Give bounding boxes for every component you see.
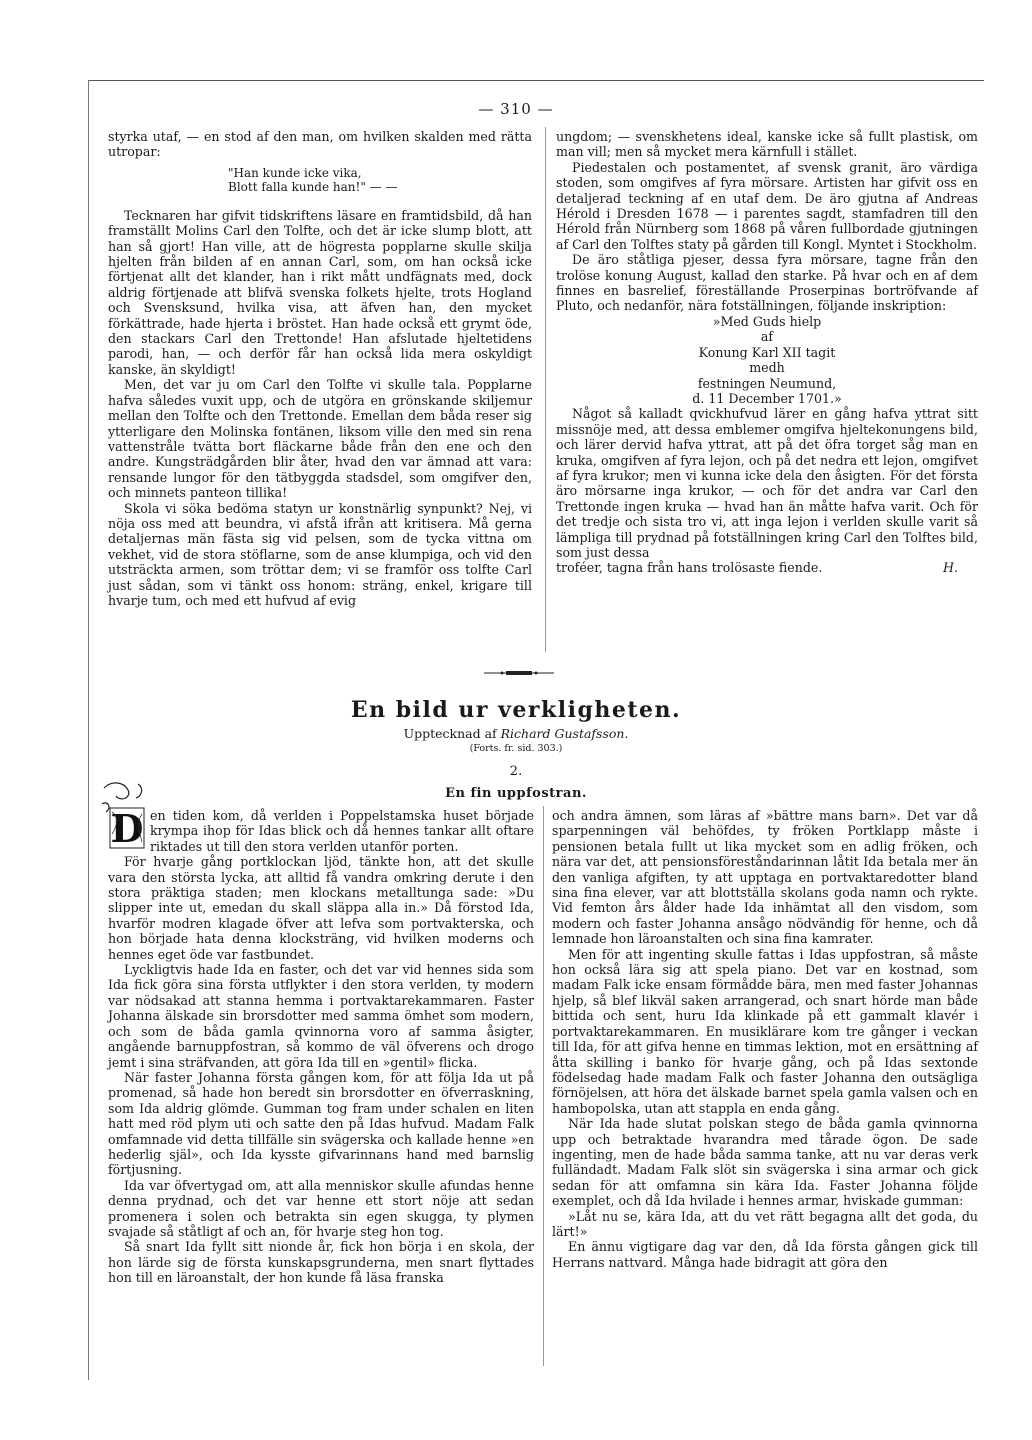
inscription: [556, 314, 978, 406]
paragraph-end: troféer, tagna från hans trolösaste fiende.: [556, 560, 823, 576]
column-divider: [545, 127, 546, 652]
paragraph: Men för att ingenting skulle fattas i Idas uppfostran, så måste hon också lära sig att spela piano. Det var en kostnad, som madam Falk icke ensam förmådde bära, men med faster Johannas hjelp, så blef likväl saken arrangerad, och snart hörde man både bittida och sent, huru Ida klinkade på ett gammalt klavér i portvaktarekammaren. En musiklärare kom tre gånger i veckan till Ida, för att gifva henne en timmas lektion, mot en ersättning af åtta skilling i banko för hvarje gång, och på Idas sextonde födelsedag hade madam Falk och faster Johanna den outsägliga förnöjelsen, att höra det älskade barnet spela gamla valsen och en hambopolska, utan att stappla en enda gång.: [552, 946, 978, 1116]
paragraph: »Låt nu se, kära Ida, att du vet rätt begagna allt det goda, du lärt!»: [552, 1208, 978, 1239]
paragraph: Så snart Ida fyllt sitt nionde år, fick hon börja i en skola, der hon lärde sig de första kunskapsgrunderna, men snart flyttades hon till en läroanstalt, der hon kunde få läsa franska: [108, 1239, 534, 1286]
paragraph: När faster Johanna första gången kom, för att följa Ida ut på promenad, så hade hon beredt sin brorsdotter en öfverraskning, som Ida aldrig glömde. Gumman tog fram under schalen en liten hatt med röd plym uti och satte den på Idas hufvud. Madam Falk omfamnade vid detta tillfälle sin svägerska och kallade henne »en hederlig själ», och Ida kysste gifvarinnans hand med barnslig förtjusning.: [108, 1069, 534, 1178]
page-number: — 310 —: [478, 100, 554, 118]
article-column-left: [108, 129, 532, 608]
story-byline: [0, 726, 1032, 741]
inscription-line: af: [760, 329, 774, 345]
paragraph: För hvarje gång portklockan ljöd, tänkte hon, att det skulle vara den största lycka, att alltid få vandra omkring derute i den stora präktiga staden; men klockans metalltunga sade: »Du slipper inte ut, emedan du skall släppa alla in.» Då förstod Ida, hvarför modren klagade öfver att lefva som portvakterska, och hon började hata denna klocksträng, vid hvilken moderns och hennes eget öde var fastbundet.: [108, 854, 534, 962]
paragraph-text: en tiden kom, då verlden i Poppelstamska huset började krympa ihop för Idas blick och då hennes tankar allt oftare riktades ut till den stora verlden utanför porten.: [150, 808, 534, 854]
quote-line: Blott falla kunde han!" — —: [228, 179, 398, 194]
paragraph: Men, det var ju om Carl den Tolfte vi skulle tala. Popplarne hafva således vuxit upp, och de utgöra en grönskande skiljemur mellan den Tolfte och den Trettonde. Emellan dem båda reser sig ytterligare den Molinska fontänen, liksom ville den med sin rena vattenstråle tvätta bort fläckarne både från den ene och den andre. Kungsträdgården blir åter, hvad den var ämnad att vara: rensande lungor för den tätbyggda stadsdel, som omgifver den, och minnets panteon tillika!: [108, 377, 532, 501]
quote-line: "Han kunde icke vika,: [228, 165, 362, 180]
inscription-line: d. 11 December 1701.»: [692, 390, 842, 406]
paragraph: De äro ståtliga pjeser, dessa fyra mörsare, tagne från den trolöse konung August, kallad den starke. På hvar och en af dem finnes en basrelief, föreställande Proserpinas bortröfvande af Pluto, och nedanför, nära fotställningen, följande inskription:: [556, 252, 978, 314]
closing-line: [556, 560, 978, 575]
paragraph: Skola vi söka bedöma statyn ur konstnärlig synpunkt? Nej, vi nöja oss med att beundra, vi afstå ifrån att kritisera. Må gerna detaljernas män fästa sig vid pelsen, som de tycka vittna om vekhet, vid de stora stöflarne, som de anse klumpiga, och vid den utsträckta armen, som tröttar dem; vi se framför oss tolfte Carl just sådan, som vi tänkt oss honom: sträng, enkel, krigare till hvarje tum, och med ett hufvud af evig: [108, 500, 532, 608]
chapter-title: En fin uppfostran.: [445, 786, 587, 801]
paragraph: Något så kalladt qvickhufvud lärer en gång hafva yttrat sitt missnöje med, att dessa emblemer omgifva hjeltekonungens bild, och lärer dervid hafva yttrat, att på det öfra torget såg man en kruka, omgifven af fyra lejon, och på det nedra ett lejon, omgifvet af fyra krukor; men vi kunna icke dela den åsigten. För det första äro mörsarne inga krukor, — och för det andra var Carl den Trettonde ingen kruka — hvad han än måtte hafva varit. Och för det tredje och sista tro vi, att inga lejon i verlden skulle varit så lämpliga till prydnad på fotställningen kring Carl den Tolftes bild, som just dessa: [556, 406, 978, 560]
byline-prefix: Upptecknad af: [403, 726, 497, 741]
author-name: Richard Gustafsson.: [500, 726, 629, 741]
chapter-number: 2.: [509, 764, 523, 779]
poem-quote: [108, 166, 532, 194]
article-column-right: [556, 129, 978, 576]
paragraph: När Ida hade slutat polskan stego de båda gamla qvinnorna upp och betraktade hvarandra med tårade ögon. De sade ingenting, men de hade båda samma tanke, att nu var deras verk fulländadt. Madam Falk slöt sin svägerska i sina armar och gick sedan för att omfamna sin kära Ida. Faster Johanna följde exemplet, och då Ida hvilade i hennes armar, hviskade gumman:: [552, 1116, 978, 1209]
column-divider: [543, 806, 544, 1366]
story-column-right: [552, 808, 978, 1270]
paragraph: Lyckligtvis hade Ida en faster, och det var vid hennes sida som Ida fick göra sina första utflykter i den stora verlden, ty modern var nödsakad att stanna hemma i portvaktarekammaren. Faster Johanna älskade sin brorsdotter med samma ömhet som modern, och som de båda gamla qvinnorna voro af samma åsigter, angående barnuppfostran, så kommo de väl öfverens och drogo jemt i sina sträfvanden, att göra Ida till en »gentil» flicka.: [108, 962, 534, 1070]
decorative-initial: [98, 808, 146, 852]
inscription-line: medh: [749, 360, 785, 376]
paragraph: [108, 808, 534, 854]
paragraph: Ida var öfvertygad om, att alla menniskor skulle afundas henne denna prydnad, och det var henne ett stort nöje att sedan promenera i solen och betrakta sin egen skugga, ty plymen svajade så ståtligt af och an, för hvarje steg hon tog.: [108, 1177, 534, 1239]
paragraph: styrka utaf, — en stod af den man, om hvilken skalden med rätta utropar:: [108, 129, 532, 160]
ornament-divider: [484, 670, 554, 676]
paragraph: och andra ämnen, som läras af »bättre mans barn». Det var då sparpenningen väl behöfdes, ty fröken Portklapp måste i pensionen betala fullt ut lika mycket som en adlig fröken, och nära var det, att pensionsföreståndarinnan låtit Ida betala mer än den vanliga afgiften, ty att upptaga en portvaktaredotter bland sina fina elever, var att blottställa skolans goda namn och rykte. Vid femton års ålder hade Ida inhämtat all den visdom, som modern och faster Johanna ansågo nödvändig för henne, och då lemnade hon läroanstalten och sina fina kamrater.: [552, 808, 978, 947]
flourish-icon: [98, 778, 150, 852]
dropcap-letter: D: [110, 806, 144, 851]
story-column-left: [108, 808, 534, 1286]
paragraph: En ännu vigtigare dag var den, då Ida första gången gick till Herrans nattvard. Många hade bidragit att göra den: [552, 1239, 978, 1270]
author-signature: H.: [943, 560, 958, 576]
paragraph: ungdom; — svenskhetens ideal, kanske icke så fullt plastisk, om man vill; men så mycket mera kärnfull i stället.: [556, 129, 978, 160]
inscription-line: Konung Karl XII tagit: [698, 344, 836, 360]
story-title: En bild ur verkligheten.: [350, 697, 682, 723]
paragraph: Piedestalen och postamentet, af svensk granit, äro värdiga stoden, som omgifves af fyra mörsare. Artisten har gifvit oss en detaljerad teckning af en utaf dem. De äro gjutna af Andreas Hérold i Dresden 1678 — i parentes sagdt, stamfadren till den Hérold från Nürnberg som 1868 på våren fullbordade gjutningen af Carl den Tolftes staty på gården till Kongl. Myntet i Stockholm.: [556, 159, 978, 252]
paragraph: Tecknaren har gifvit tidskriftens läsare en framtidsbild, då han framställt Molins Carl den Tolfte, och det är icke slump blott, att han så gjort! Han ville, att de högresta popplarne skulle skilja hjelten från bilden af en annan Carl, som, om han också icke förtjenat allt det klander, han i rikt mått undfägnats med, dock aldrig förtjenade att blifvä svenska folkets hjelte, trots Hogland och Svensksund, hvilka visa, att äfven han, den mycket förkättrade, hade hjerta i bröstet. Han hade också ett grymt öde, den stackars Carl den Trettonde! Han afslutade hjeltetidens parodi, han, — och derför får han också lida mera oskyldigt kanske, än skyldigt!: [108, 207, 532, 377]
top-border-rule: [88, 80, 984, 81]
inscription-line: festningen Neumund,: [697, 375, 837, 391]
continuation-note: (Forts. fr. sid. 303.): [469, 743, 563, 754]
inscription-line: »Med Guds hielp: [712, 313, 822, 329]
